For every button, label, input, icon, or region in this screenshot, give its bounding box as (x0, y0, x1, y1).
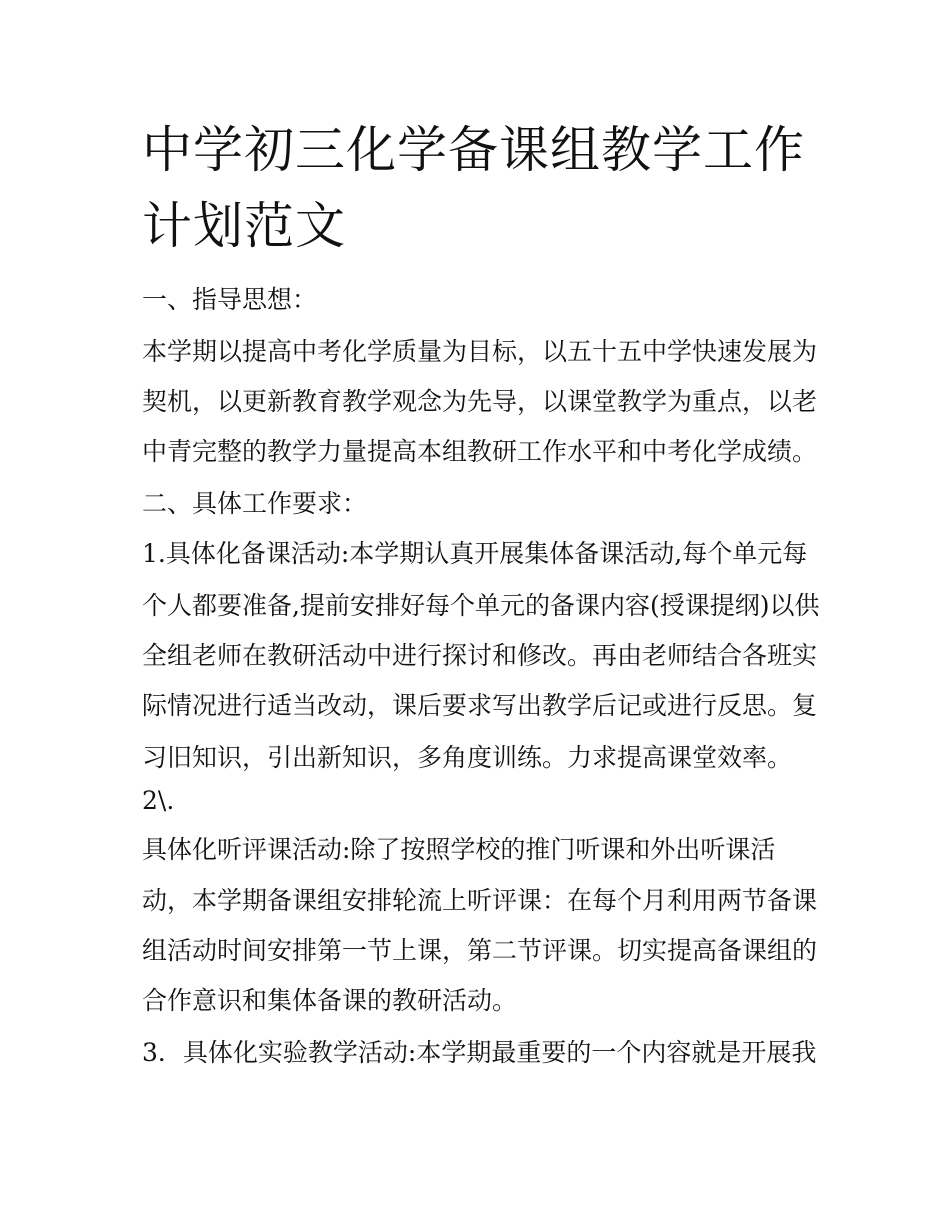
paragraph-line: 全组老师在教研活动中进行探讨和修改。再由老师结合各班实 (142, 641, 818, 670)
paragraph-line: 合作意识和集体备课的教研活动。 (142, 986, 518, 1015)
paragraph-line: 动，本学期备课组安排轮流上听评课：在每个月利用两节备课 (142, 886, 818, 915)
paragraph-line: 组活动时间安排第一节上课，第二节评课。切实提高备课组的 (142, 936, 818, 965)
item-number: 2\. (142, 786, 175, 815)
document-title (142, 112, 822, 264)
paragraph-line: 1.具体化备课活动:本学期认真开展集体备课活动,每个单元每 (142, 539, 808, 568)
title-line-1: 中学初三化学备课组教学工作 (142, 121, 805, 179)
section-heading-work-requirements: 二、具体工作要求： (142, 489, 368, 518)
paragraph-line: 3．具体化实验教学活动:本学期最重要的一个内容就是开展我 (142, 1038, 817, 1067)
paragraph-line: 个人都要准备,提前安排好每个单元的备课内容(授课提纲)以供 (142, 591, 820, 620)
paragraph-line: 契机，以更新教育教学观念为先导，以课堂教学为重点，以老 (142, 387, 818, 416)
paragraph-line: 中青完整的教学力量提高本组教研工作水平和中考化学成绩。 (142, 437, 818, 466)
paragraph-line: 习旧知识，引出新知识，多角度训练。力求提高课堂效率。 (142, 743, 793, 772)
section-heading-guiding-ideology: 一、指导思想： (142, 285, 318, 314)
paragraph-line: 际情况进行适当改动，课后要求写出教学后记或进行反思。复 (142, 691, 818, 720)
paragraph-line: 本学期以提高中考化学质量为目标，以五十五中学快速发展为 (142, 337, 818, 366)
title-line-2: 计划范文 (142, 197, 346, 255)
paragraph-line: 具体化听评课活动:除了按照学校的推门听课和外出听课活 (142, 835, 776, 864)
